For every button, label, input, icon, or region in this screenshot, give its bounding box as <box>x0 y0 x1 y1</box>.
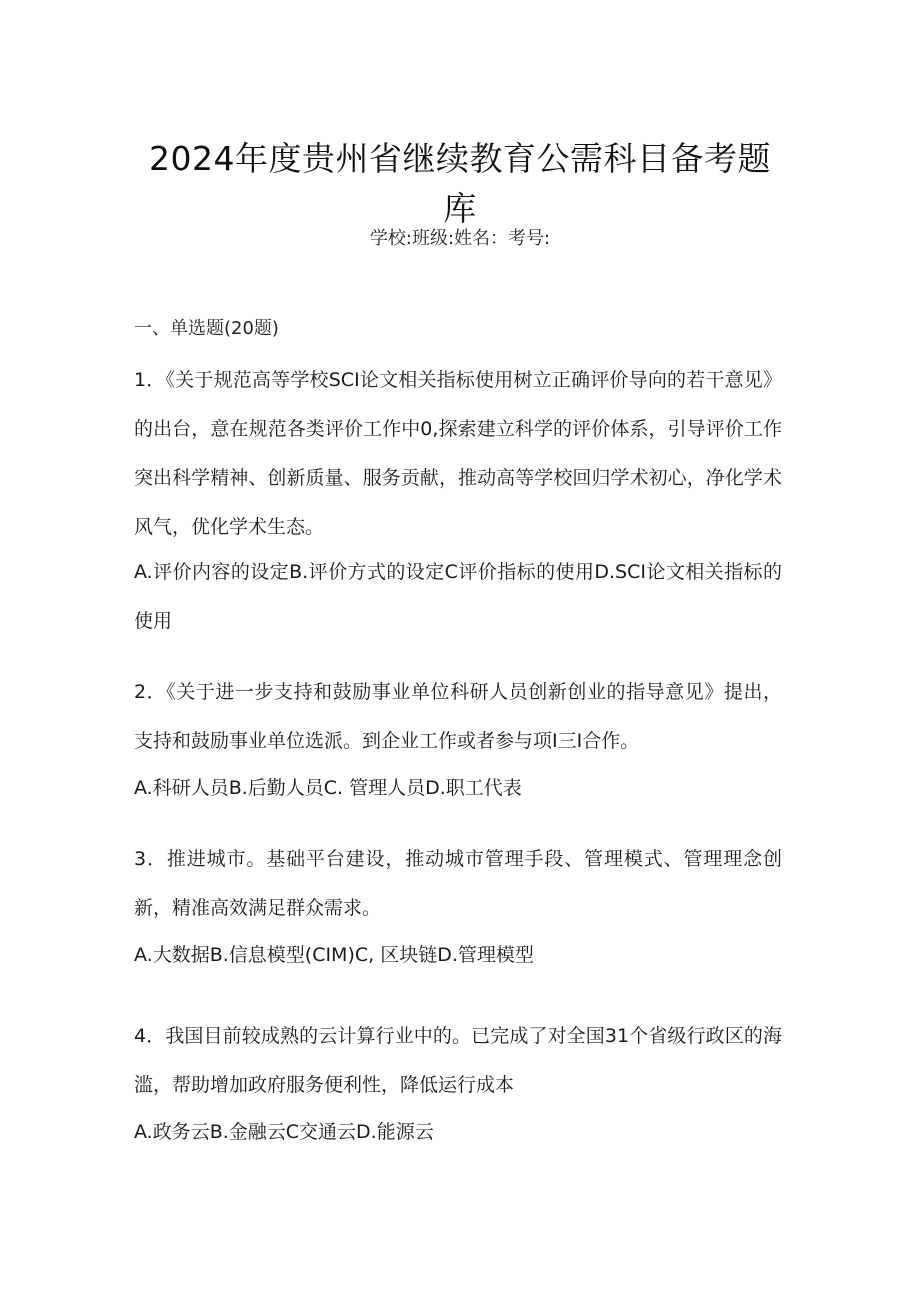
section-heading: 一、单选题(20题) <box>134 318 279 339</box>
options-text: A.大数据B.信息模型(CIM)C, 区块链D.管理模型 <box>134 944 534 966</box>
question-4 <box>134 1012 782 1110</box>
page-title: 2024年度贵州省继续教育公需科目备考题库 <box>149 139 771 229</box>
question-3-options <box>134 931 782 980</box>
question-1 <box>134 356 782 552</box>
options-text: A.政务云B.金融云C交通云D.能源云 <box>134 1121 434 1143</box>
question-2-options <box>134 764 782 813</box>
question-text: 2．《关于进一步支持和鼓励事业单位科研人员创新创业的指导意见》提出，支持和鼓励事业单位选派。到企业工作或者参与项I三I合作。 <box>134 681 782 752</box>
question-1-options <box>134 548 782 646</box>
question-2 <box>134 668 782 766</box>
question-4-options <box>134 1108 782 1157</box>
options-text: A.评价内容的设定B.评价方式的设定C评价指标的使用D.SCI论文相关指标的使用 <box>134 561 782 632</box>
question-text: 3．推进城市。基础平台建设，推动城市管理手段、管理模式、管理理念创新，精准高效满足群众需求。 <box>134 848 782 919</box>
options-text: A.科研人员B.后勤人员C. 管理人员D.职工代表 <box>134 777 522 799</box>
question-text: 4．我国目前较成熟的云计算行业中的。已完成了对全国31个省级行政区的海滥，帮助增加政府服务便利性，降低运行成本 <box>134 1025 782 1096</box>
question-text: 1．《关于规范高等学校SCI论文相关指标使用树立正确评价导向的若干意见》的出台，意在规范各类评价工作中0,探索建立科学的评价体系，引导评价工作突出科学精神、创新质量、服务贡献，推动高等学校回归学术初心，净化学术风气，优化学术生态。 <box>134 369 782 538</box>
student-info-line: 学校:班级:姓名：考号: <box>369 228 551 249</box>
question-3 <box>134 835 782 933</box>
